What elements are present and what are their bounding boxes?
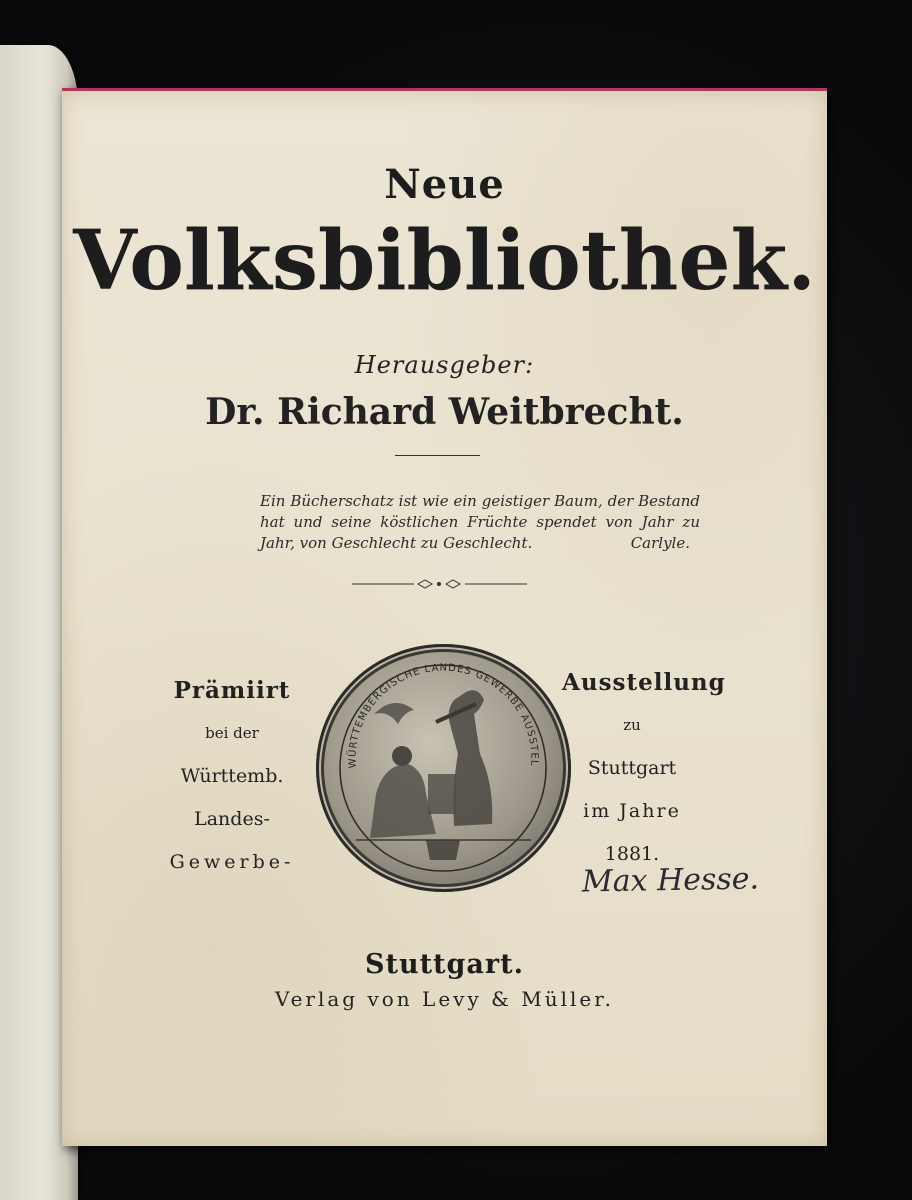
exhibition-medal	[316, 644, 571, 892]
series-title: Volksbibliothek.	[73, 213, 816, 309]
quote-author: Carlyle.	[630, 534, 690, 552]
ornamental-divider	[352, 577, 527, 591]
award-right-line: 1881.	[604, 843, 660, 865]
award-left-line: Württemb.	[180, 765, 284, 787]
award-right-line: Stuttgart	[587, 757, 677, 779]
editor-label: Herausgeber:	[354, 351, 535, 379]
award-right-line: zu	[623, 716, 641, 734]
quote-text: Ein Bücherschatz ist wie ein geistiger Baum, der Bestand hat und seine köstlichen Früchte spendet von Jahr zu Jahr, von Geschlecht zu Geschlecht.	[260, 492, 700, 552]
award-right-line: im Jahre	[583, 800, 681, 822]
epigraph-quote	[260, 491, 700, 554]
medal-inscription: WÜRTTEMBERGISCHE LANDES GEWERBE AUSSTEL	[347, 662, 540, 769]
award-right-column	[562, 661, 726, 876]
award-left-column	[162, 669, 302, 884]
svg-text:WÜRTTEMBERGISCHE LANDES GEWERB	[316, 644, 540, 769]
medal-relief-image	[316, 644, 571, 892]
award-left-line: bei der	[205, 724, 259, 742]
handwritten-signature: Max Hesse.	[581, 861, 760, 900]
award-left-line: Prämiirt	[173, 677, 291, 704]
award-right-line: Ausstellung	[562, 669, 726, 696]
imprint-publisher: Verlag von Levy & Müller.	[274, 987, 614, 1011]
divider-rule	[395, 455, 480, 456]
award-left-line: Gewerbe-	[169, 851, 295, 873]
award-left-line: Landes-	[194, 808, 270, 830]
book-title-page	[62, 88, 827, 1146]
editor-name: Dr. Richard Weitbrecht.	[205, 391, 684, 433]
imprint-city: Stuttgart.	[364, 949, 524, 980]
series-prefix: Neue	[384, 161, 505, 208]
